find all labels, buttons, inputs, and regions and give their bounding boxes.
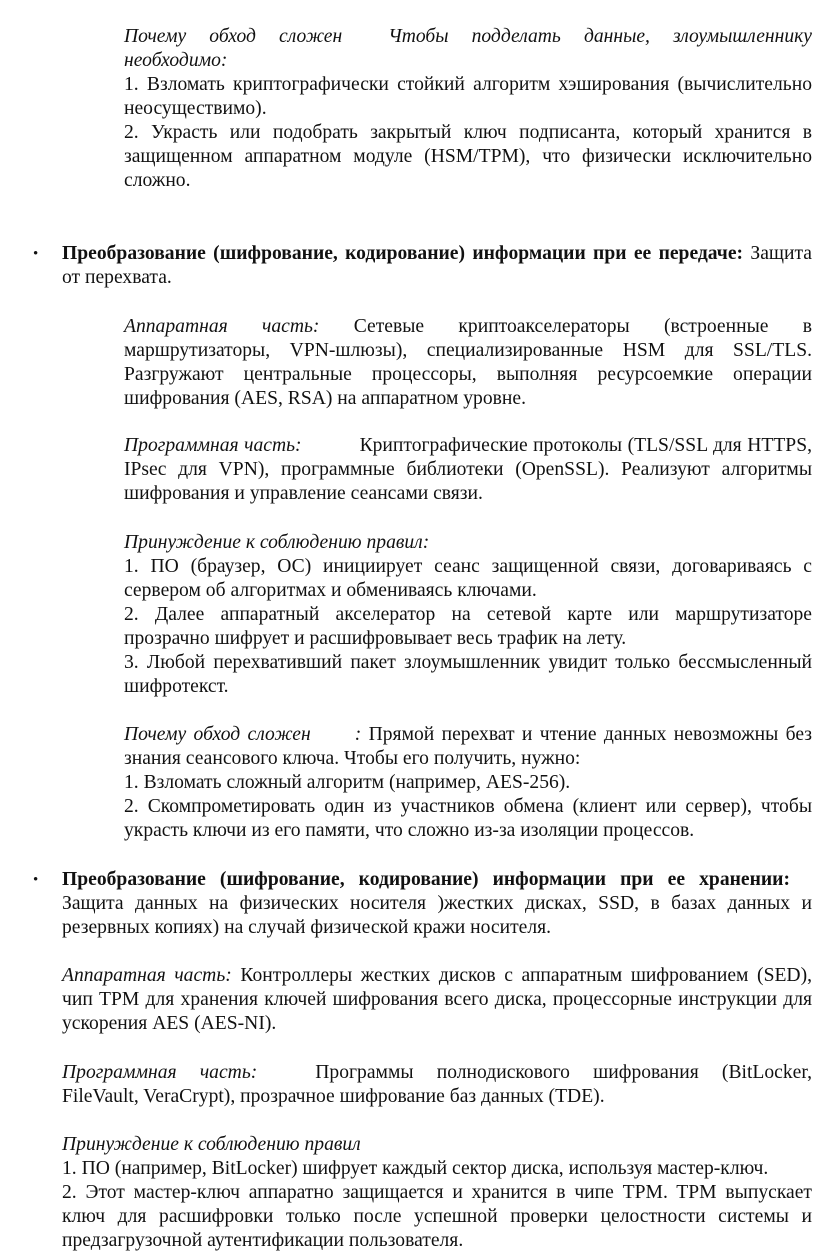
why-bypass-hard-intro <box>124 25 812 73</box>
bullet-icon: • <box>33 246 39 262</box>
hardware-text: Контроллеры жестких дисков с аппаратным шифрованием (SED), чип TPM для хранения ключей шифрования всего диска, процессорные инструкции для ускорения AES (AES-NI). <box>62 965 813 1034</box>
hardware-label: Аппаратная часть: <box>62 965 232 986</box>
bullet-icon: • <box>33 872 39 888</box>
section-storage-subtitle: Защита данных на физических носителя )жестких дисках, SSD, в базах данных и резервных копиях) на случай физической кражи носителя. <box>62 893 812 938</box>
software-label: Программная часть: <box>62 1062 258 1083</box>
hardware-label: Аппаратная часть: <box>124 316 320 337</box>
transfer-enforce-item-2: 2. Далее аппаратный акселератор на сетевой карте или маршрутизаторе прозрачно шифрует и расшифровывает весь трафик на лету. <box>124 604 812 649</box>
section-storage-heading <box>62 868 812 940</box>
storage-enforce-label: Принуждение к соблюдению правил <box>62 1134 361 1155</box>
transfer-hardware-paragraph <box>124 315 812 411</box>
transfer-enforce-label: Принуждение к соблюдению правил: <box>124 532 430 553</box>
hardware-text: Сетевые криптоакселераторы (встроенные в маршрутизаторы, VPN-шлюзы), специализированные HSM для SSL/TLS. Разгружают центральные процессоры, выполняя ресурсоемкие операции шифрования (AES, RSA) на аппаратном уровне. <box>124 316 812 409</box>
section-transfer-heading <box>62 242 812 290</box>
software-text: Программы полнодискового шифрования (BitLocker, FileVault, VeraCrypt), прозрачное шифрование баз данных (TDE). <box>62 1062 812 1107</box>
storage-enforce-item-1: 1. ПО (например, BitLocker) шифрует каждый сектор диска, используя мастер-ключ. <box>62 1158 769 1179</box>
block0-item-1: 1. Взломать криптографически стойкий алгоритм хэширования (вычислительно неосуществимо). <box>124 74 812 119</box>
software-text: Криптографические протоколы (TLS/SSL для HTTPS, IPsec для VPN), программные библиотеки (OpenSSL). Реализуют алгоритмы шифрования и управление сеансами связи. <box>124 435 812 504</box>
transfer-enforce-item-1: 1. ПО (браузер, ОС) инициирует сеанс защищенной связи, договариваясь с сервером об алгоритмах и обмениваясь ключами. <box>124 556 812 601</box>
storage-hardware-paragraph <box>62 964 812 1036</box>
section-transfer-title: Преобразование (шифрование, кодирование) информации при ее передаче: <box>62 243 744 264</box>
section-storage-title: Преобразование (шифрование, кодирование) информации при ее хранении: <box>62 869 790 890</box>
transfer-why-paragraph: Почему обход сложен : Прямой перехват и чтение данных невозможны без знания сеансового ключа. Чтобы его получить, нужно: <box>124 724 812 769</box>
section-transfer-subtitle: Защита от перехвата. <box>62 243 812 288</box>
transfer-why-item-1: 1. Взломать сложный алгоритм (например, AES-256). <box>124 772 571 793</box>
transfer-enforce-item-3: 3. Любой перехвативший пакет злоумышленник увидит только бессмысленный шифротекст. <box>124 652 812 697</box>
transfer-why-item-2: 2. Скомпрометировать один из участников обмена (клиент или сервер), чтобы украсть ключи из его памяти, что сложно из-за изоляции процессов. <box>124 796 812 841</box>
why-bypass-tail: Чтобы подделать данные, злоумышленнику необходимо: <box>124 26 812 71</box>
why-bypass-label: Почему обход сложен <box>124 724 311 745</box>
storage-software-paragraph <box>62 1061 812 1109</box>
why-bypass-label: Почему обход сложен <box>124 26 343 47</box>
block0-item-2: 2. Украсть или подобрать закрытый ключ подписанта, который хранится в защищенном аппаратном модуле (HSM/TPM), что физически исключительно сложно. <box>124 122 812 191</box>
software-label: Программная часть: <box>124 435 302 456</box>
storage-enforce-item-2: 2. Этот мастер-ключ аппаратно защищается и хранится в чипе TPM. TPM выпускает ключ для расшифровки только после успешной проверки целостности системы и предзагрузочной аутентификации пользователя. <box>62 1182 812 1251</box>
why-bypass-text: Прямой перехват и чтение данных невозможны без знания сеансового ключа. Чтобы его получить, нужно: <box>124 724 812 769</box>
transfer-software-paragraph <box>124 434 812 506</box>
